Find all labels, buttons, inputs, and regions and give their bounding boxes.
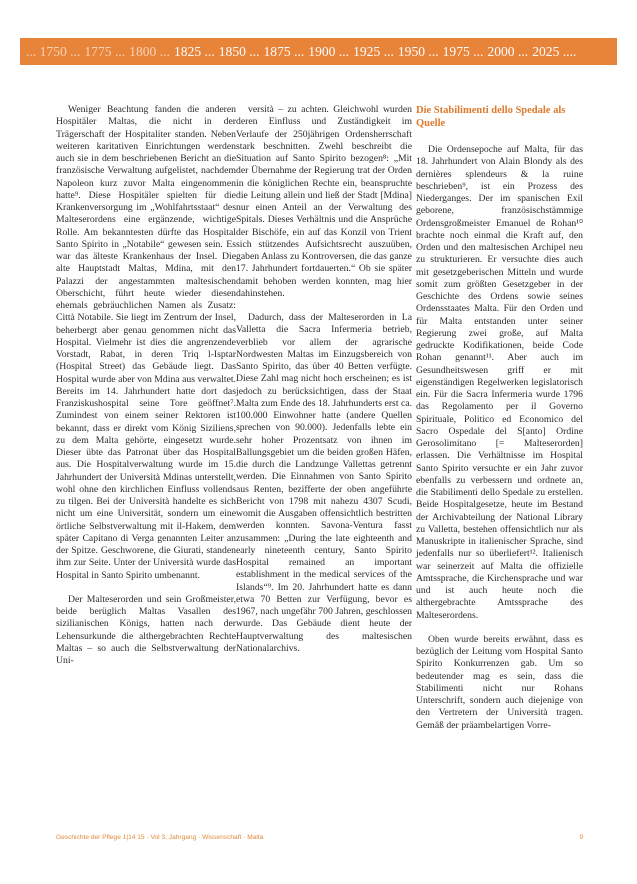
text-column-1 xyxy=(56,104,236,820)
timeline-segment: 1875 ... xyxy=(263,43,305,59)
body-paragraph: Die Ordensepoche auf Malta, für das 18. Jahrhundert von Alain Blondy als des dernières splendeurs & la ruine beschrieben⁹, ist ein Prozess des Niederganges. Der im spanischen Exil geborene, französischstämmige Ordensgroßmeister Emanuel de Rohan¹⁰ brachte noch einmal die Kraft auf, den Orden und den maltesischen Archipel neu zu strukturieren. Er versuchte dies auch mit gesetzgeberischen Mitteln und wurde somit zum größten Gesetzgeber in der Geschichte des Ordens sowie seines Ordensstaates Malta. Für den Orden und für Malta entstanden unter seiner Regierung zwei große, auf Malta gedruckte Kodifikationen, beide Code Rohan genannt¹¹. Aber auch im Gesundheitswesen griff er mit eigenständigen Regelwerken legislatorisch ein. Für die Sacra Infermeria wurde 1796 das Regolamento per il Governo Spirituale, Politico ed Economico del Sacro Ospedale del S[anto] Ordine Gerosolimitano [= Malteserorden] erlassen. Die Verhältnisse im Hospital Santo Spirito versuchte er ein Jahr zuvor ebenfalls zu verbessern und ordnete an, die Stabilimenti dello Spedale zu erstellen. Beide Hospitalgesetze, heute im Bestand der Archivabteilung der National Library zu Valletta, bestehen offensichtlich nur als Manuskripte in italienischer Sprache, sind jedenfalls nur so überliefert¹². Italienisch war seinerzeit auf Malta die offizielle Amtssprache, die Kirchensprache und war und ist auch heute noch die althergebrachte Amtssprache des Malteserordens. xyxy=(416,144,583,621)
timeline-segment: ... 1750 ... xyxy=(26,43,81,59)
body-paragraph: Dadurch, dass der Malteserorden in La Valletta die Sacra Infermeria betrieb, verblieb vor allem der agrarische Nordwesten Maltas im Einzugsbereich von Santo Spirito, das über 40 Betten verfügte. Diese Zahl mag nicht hoch erscheinen; es ist jedoch zu berücksichtigen, dass der Staat Malta zum Ende des 18. Jahrhunderts erst ca. 100.000 Einwohner hatte (andere Quellen sprechen von 90.000). Jedenfalls lebte ein sehr hoher Prozentsatz von ihnen im Ballungsgebiet um die beiden großen Häfen, die durch die Landzunge Vallettas getrennt werden. Die Einnahmen von Santo Spirito aus Renten, bezifferte der oben angeführte Bericht von 1798 mit nahezu 4307 Scudi, womit die Ausgaben offensichtlich bestritten werden konnten. Savona-Ventura fasst zusammen: „During the late eighteenth and early nineteenth century, Santo Spirito Hospital remained an important establishment in the medical services of the Islands“⁹. Im 20. Jahrhundert hatte es dann etwa 70 Betten zur Verfügung, bevor es 1967, nach ungefähr 700 Jahren, geschlossen wurde. Das Gebäude dient heute der Hauptverwaltung des maltesischen Nationalarchivs. xyxy=(236,312,412,654)
timeline-segment: 1825 ... xyxy=(173,43,215,59)
timeline-segment: 1850 ... xyxy=(218,43,260,59)
timeline-segment: 1975 ... xyxy=(442,43,484,59)
timeline-segment: 1800 ... xyxy=(129,43,170,59)
body-paragraph: Oben wurde bereits erwähnt, dass es bezüglich der Leitung vom Hospital Santo Spirito Konkurrenzen gab. Um so bedeutender mag es sein, dass die Stabilimenti nicht nur Rohans Unterschrift, sondern auch diejenige von den Vertretern der Università tragen. Gemäß der präambelartigen Vorre- xyxy=(416,633,583,731)
timeline-segment: 1950 ... xyxy=(397,43,439,59)
section-heading: Die Stabilimenti dello Spedale als Quelle xyxy=(416,105,566,129)
text-column-2 xyxy=(236,104,412,820)
footer-citation: Geschichte der Pflege 1|14 15 · Vol 3, Jahrgang · Wissenschaft · Malta xyxy=(56,833,264,841)
page-number: 9 xyxy=(579,833,583,841)
timeline-segment: 2000 ... xyxy=(487,43,529,59)
timeline-segment: 1900 ... xyxy=(308,43,350,59)
body-paragraph: versità – zu achten. Gleichwohl wurden deren Einfluss und Zuständigkeit im Verlaufe der 250jährigen Ordensherrschaft stark beschnitten. Zwehl beschreibt die Situation auf Santo Spirito bezogen⁸: „Mit der Übernahme der Regierung trat der Orden in die königlichen Rechte ein, beanspruchte die Leitung allein und ließ der Stadt [Mdina] nur einen Anteil an der Verwaltung des Spitals. Dieses Verhältnis und die Ansprüche der Bischöfe, ein auf das Konzil von Trient sich stützendes Aufsichtsrecht auszuüben, gaben Anlass zu Kontroversen, die das ganze 17. Jahrhundert fortdauerten.“ Ob sie später damit behoben werden konnten, mag hier dahinstehen. xyxy=(236,104,412,299)
body-paragraph: Weniger Beachtung fanden die anderen Hospitäler Maltas, die nicht in der Trägerschaft der Hospitaliter standen. Neben weiteren karitativen Einrichtungen werden auch sie in dem beschriebenen Bericht an die französische Verwaltung aufgelistet, nachdem Napoleon kurz zuvor Malta eingenommen hatte⁹. Diese Hospitäler spielten für die Krankenversorgung im „Wohlfahrtsstaat“ des Malteserordens eine ergänzende, wichtige Rolle. Am bekanntesten dürfte das Hospital Santo Spirito in „Notabile“ gewesen sein. Es war das älteste Krankenhaus der Insel. Die alte Hauptstadt Maltas, Mdina, mit den Palazzi der angestammten maltesischen Oberschicht, führt heute wieder diesen ehemals gebräuchlichen Namen als Zusatz: Città Notabile. Sie liegt im Zentrum der Insel, beherbergt aber genau genommen nicht das Hospital. Vielmehr ist dies die angrenzende Vorstadt, Rabat, in deren Triq l-Isptar (Hospital Street) das Gebäude liegt. Das Hospital wurde aber von Mdina aus verwaltet. Bereits im 14. Jahrhundert hatte dort das Franziskushospital seine Tore geöffnet⁷. Zumindest von einem seiner Rektoren ist bekannt, dass er direkt vom König Siziliens, zu dem Malta gehörte, eingesetzt wurde. Dieser übte das Patronat über das Hospital aus. Die Hospitalverwaltung wurde im 15. Jahrhundert der Università Mdinas unterstellt, wohl ohne den kirchlichen Einfluss vollends zu tilgen. Bei der Università handelte es sich nicht um eine Universität, sondern um eine örtliche Selbstverwaltung mit il-Hakem, dem später Capitano di Verga genannten Leiter an der Spitze. Geschworene, die Giurati, standen ihm zur Seite. Unter der Università wurde das Hospital in Santo Spirito umbenannt. xyxy=(56,104,236,581)
body-paragraph: Der Malteserorden und sein Großmeister, beide berüglich Maltas Vasallen des sizilianischen Königs, hatten nach der Lehensurkunde die althergebrachten Rechte Maltas – so auch die Selbstverwaltung der Uni- xyxy=(56,593,236,666)
page-footer xyxy=(56,830,583,844)
text-column-3 xyxy=(416,104,583,820)
timeline-segment: 1775 ... xyxy=(84,43,126,59)
timeline-segment: 1925 ... xyxy=(353,43,394,59)
timeline-bar xyxy=(20,38,617,65)
timeline-segment: 2025 .... xyxy=(532,43,577,59)
